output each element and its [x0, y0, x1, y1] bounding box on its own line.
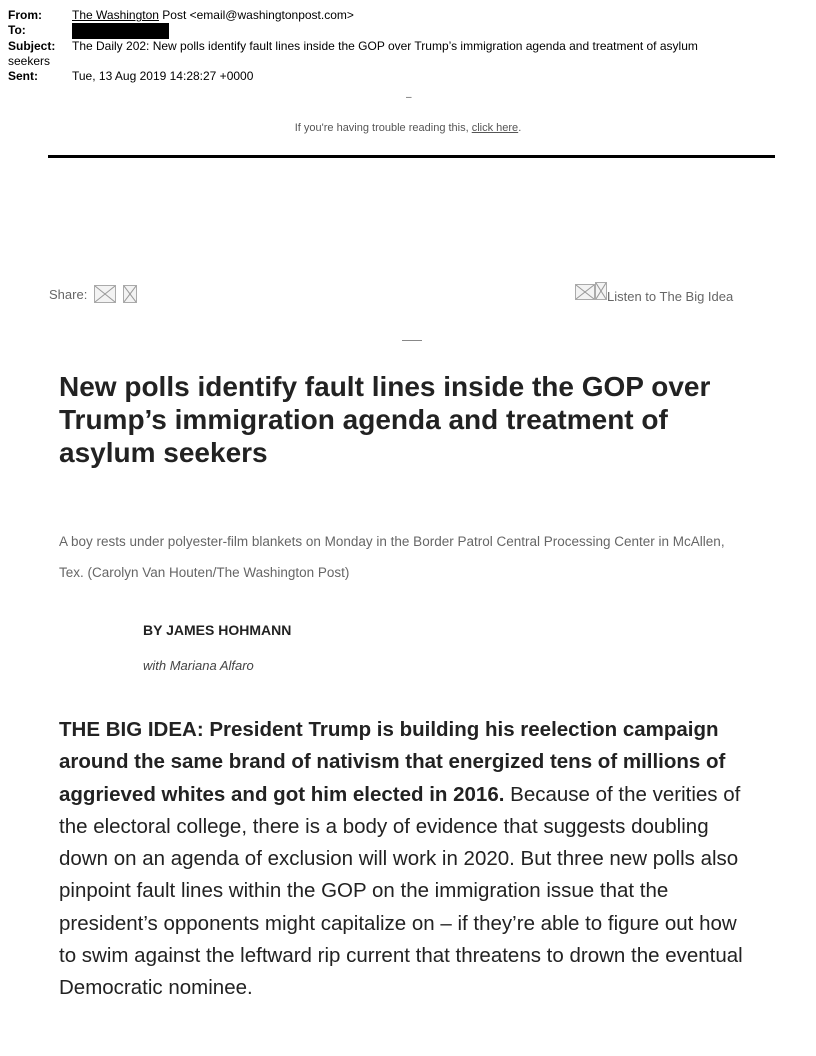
from-name[interactable]: The Washington: [72, 8, 159, 22]
byline: BY JAMES HOHMANN: [143, 622, 292, 638]
redacted-recipient: [72, 23, 169, 39]
subject-label: Subject:: [8, 39, 56, 53]
listen-link[interactable]: [575, 282, 734, 304]
article-body: [59, 714, 759, 1005]
section-divider: [402, 340, 422, 341]
trouble-period: .: [518, 122, 522, 134]
sent-label: Sent:: [8, 69, 38, 83]
contributor-line: with Mariana Alfaro: [143, 658, 254, 673]
to-row: [8, 23, 798, 39]
sent-row: [8, 69, 798, 84]
audio-icon: [575, 284, 595, 300]
play-icon: [595, 282, 607, 300]
subject-row: [8, 39, 798, 69]
header-divider: [48, 155, 775, 158]
click-here-link[interactable]: click here: [471, 122, 519, 134]
share-label: Share:: [49, 286, 88, 302]
trouble-text: If you're having trouble reading this,: [294, 122, 472, 134]
preheader-dash: –: [406, 92, 412, 103]
to-label: To:: [8, 23, 26, 37]
subject-line-2: seekers: [8, 54, 51, 68]
listen-label[interactable]: Listen to The Big Idea: [607, 289, 734, 304]
big-idea-text: Because of the verities of the electoral college, there is a body of evidence that suggests doubling down on an agenda of exclusion will work in 2020. But three new polls also pinpoint fault lines within the GOP on the immigration issue that the president’s opponents might capitalize on – if they’re able to figure out how to swim against the leftward rip current that threatens to drown the eventual Democratic nominee.: [59, 782, 743, 1000]
from-address: Post <email@washingtonpost.com>: [158, 8, 354, 22]
article-headline: New polls identify fault lines inside the GOP over Trump’s immigration agenda and treatment of asylum seekers: [59, 371, 711, 468]
from-label: From:: [8, 8, 42, 22]
share-bar: [49, 285, 137, 303]
photo-caption: A boy rests under polyester-film blankets on Monday in the Border Patrol Central Processing Center in McAllen, Tex. (Carolyn Van Houten/The Washington Post): [59, 534, 725, 580]
from-row: [8, 8, 798, 23]
sent-value: Tue, 13 Aug 2019 14:28:27 +0000: [72, 69, 254, 83]
email-share-icon[interactable]: [94, 285, 116, 303]
email-header: [8, 8, 798, 84]
trouble-reading-line: [0, 122, 816, 134]
big-idea-lead: THE BIG IDEA: President Trump is building his reelection campaign around the same brand of nativism that energized tens of millions of aggrieved whites and got him elected in 2016.: [59, 718, 726, 806]
twitter-share-icon[interactable]: [123, 285, 137, 303]
subject-line-1: The Daily 202: New polls identify fault lines inside the GOP over Trump’s immigration agenda and treatment of asylum: [72, 39, 698, 53]
